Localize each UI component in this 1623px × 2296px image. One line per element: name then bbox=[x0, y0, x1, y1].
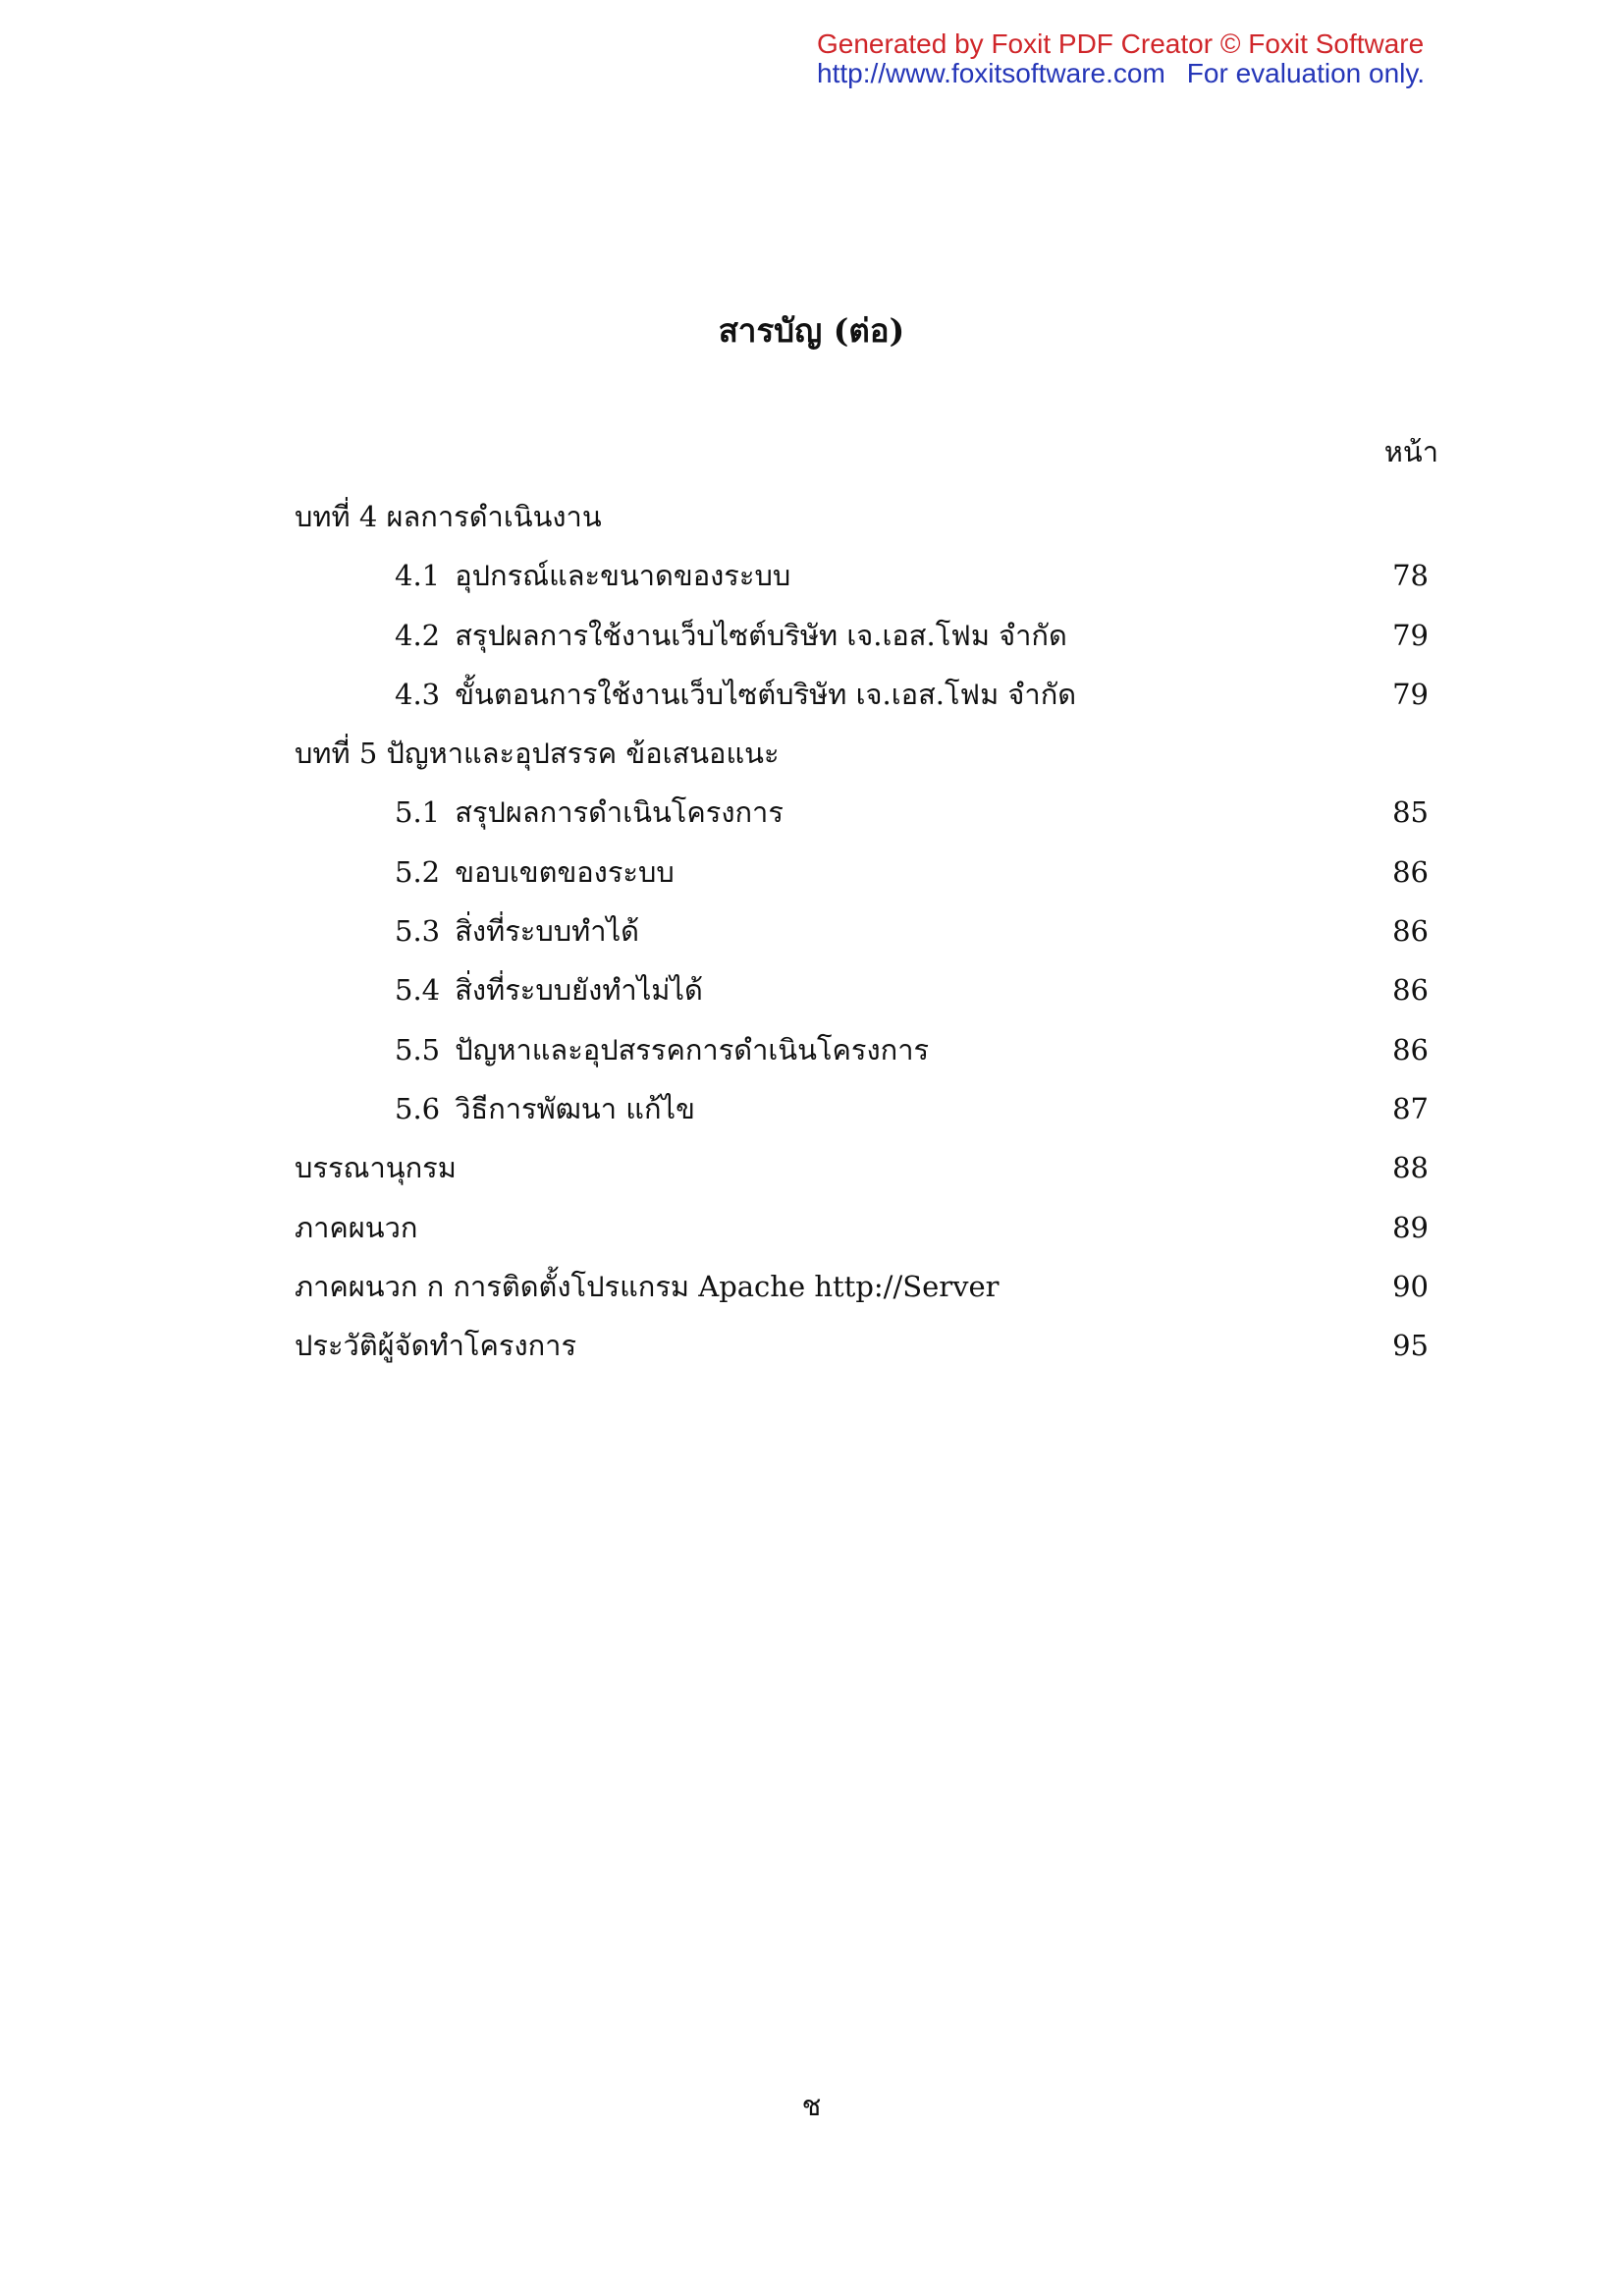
toc-entry-page-number: 79 bbox=[1392, 618, 1429, 652]
watermark-evaluation-note: For evaluation only. bbox=[1186, 58, 1426, 88]
toc-entry-page-number: 85 bbox=[1392, 795, 1429, 830]
watermark-generated-line: Generated by Foxit PDF Creator © Foxit Software bbox=[817, 28, 1425, 59]
toc-entry-chapter bbox=[295, 1138, 1429, 1197]
toc-entry-page-number: 95 bbox=[1392, 1329, 1429, 1363]
toc-entry-number: 5.4 bbox=[395, 973, 441, 1008]
toc-entry-page-number: 87 bbox=[1392, 1091, 1429, 1125]
toc-entry-page-number: 86 bbox=[1392, 1032, 1429, 1066]
toc-entry-title: สรุปผลการใช้งานเว็บไซต์บริษัท เจ.เอส.โฟม จำกัด bbox=[455, 618, 1067, 652]
toc-entry-title: ผลการดำเนินงาน bbox=[386, 500, 602, 533]
toc-entry-chapter bbox=[295, 1316, 1429, 1375]
toc-entry-title: ขอบเขตของระบบ bbox=[455, 854, 675, 889]
toc-entry-section bbox=[295, 1020, 1429, 1079]
page-column-label: หน้า bbox=[1383, 435, 1438, 468]
toc-entry-page-number: 79 bbox=[1392, 677, 1429, 711]
toc-entry-title: ปัญหาและอุปสรรคการดำเนินโครงการ bbox=[455, 1032, 930, 1066]
toc-entry-number: 4.1 bbox=[395, 559, 441, 593]
toc-entry-number: 5.5 bbox=[395, 1032, 441, 1066]
toc-entry-title: ภาคผนวก ก การติดตั้งโปรแกรม Apache http://Server bbox=[295, 1269, 1000, 1303]
toc-entry-title: ประวัติผู้จัดทำโครงการ bbox=[295, 1329, 577, 1363]
toc-entry-chapter bbox=[295, 1257, 1429, 1316]
foxit-watermark bbox=[817, 29, 1445, 88]
toc-entry-title: สิ่งที่ระบบยังทำไม่ได้ bbox=[455, 973, 703, 1008]
toc-entry-title: ภาคผนวก bbox=[295, 1210, 418, 1244]
toc-entry-title: สิ่งที่ระบบทำได้ bbox=[455, 914, 639, 949]
toc-entry-number: 4.3 bbox=[395, 677, 441, 711]
watermark-url-line bbox=[817, 59, 1445, 88]
toc-entry-section bbox=[295, 960, 1429, 1019]
toc-entry-title: ขั้นตอนการใช้งานเว็บไซต์บริษัท เจ.เอส.โฟม จำกัด bbox=[455, 677, 1077, 711]
toc-entry-section bbox=[295, 546, 1429, 605]
page-folio: ช bbox=[801, 2089, 822, 2122]
toc-entry-title: ปัญหาและอุปสรรค ข้อเสนอแนะ bbox=[386, 737, 780, 771]
toc-entry-number: บทที่ 4 bbox=[295, 500, 378, 533]
toc-entry-page-number: 89 bbox=[1392, 1210, 1429, 1244]
toc-entry-number: บทที่ 5 bbox=[295, 737, 378, 771]
toc-entry-chapter bbox=[295, 1198, 1429, 1257]
toc-entry-chapter bbox=[295, 724, 1429, 783]
toc-entry-number: 5.6 bbox=[395, 1091, 441, 1125]
toc-entry-title: อุปกรณ์และขนาดของระบบ bbox=[455, 559, 791, 593]
toc-entry-page-number: 78 bbox=[1392, 559, 1429, 593]
toc-entry-page-number: 88 bbox=[1392, 1151, 1429, 1185]
toc-entry-chapter bbox=[295, 487, 1429, 546]
table-of-contents bbox=[295, 487, 1429, 1375]
toc-entry-number: 4.2 bbox=[395, 618, 441, 652]
toc-entry-number: 5.1 bbox=[395, 795, 441, 830]
toc-entry-section bbox=[295, 606, 1429, 665]
toc-entry-page-number: 86 bbox=[1392, 914, 1429, 949]
page-title: สารบัญ (ต่อ) bbox=[718, 311, 905, 350]
toc-entry-section bbox=[295, 902, 1429, 960]
toc-entry-title: บรรณานุกรม bbox=[295, 1151, 457, 1185]
toc-entry-title: สรุปผลการดำเนินโครงการ bbox=[455, 795, 784, 830]
toc-entry-page-number: 90 bbox=[1392, 1269, 1429, 1303]
toc-entry-number: 5.3 bbox=[395, 914, 441, 949]
toc-entry-section bbox=[295, 665, 1429, 724]
toc-entry-section bbox=[295, 843, 1429, 902]
toc-entry-page-number: 86 bbox=[1392, 854, 1429, 889]
toc-entry-title: วิธีการพัฒนา แก้ไข bbox=[455, 1091, 695, 1125]
toc-entry-page-number: 86 bbox=[1392, 973, 1429, 1008]
watermark-url: http://www.foxitsoftware.com bbox=[817, 58, 1165, 88]
toc-entry-section bbox=[295, 1079, 1429, 1138]
toc-entry-number: 5.2 bbox=[395, 854, 441, 889]
toc-entry-section bbox=[295, 783, 1429, 842]
